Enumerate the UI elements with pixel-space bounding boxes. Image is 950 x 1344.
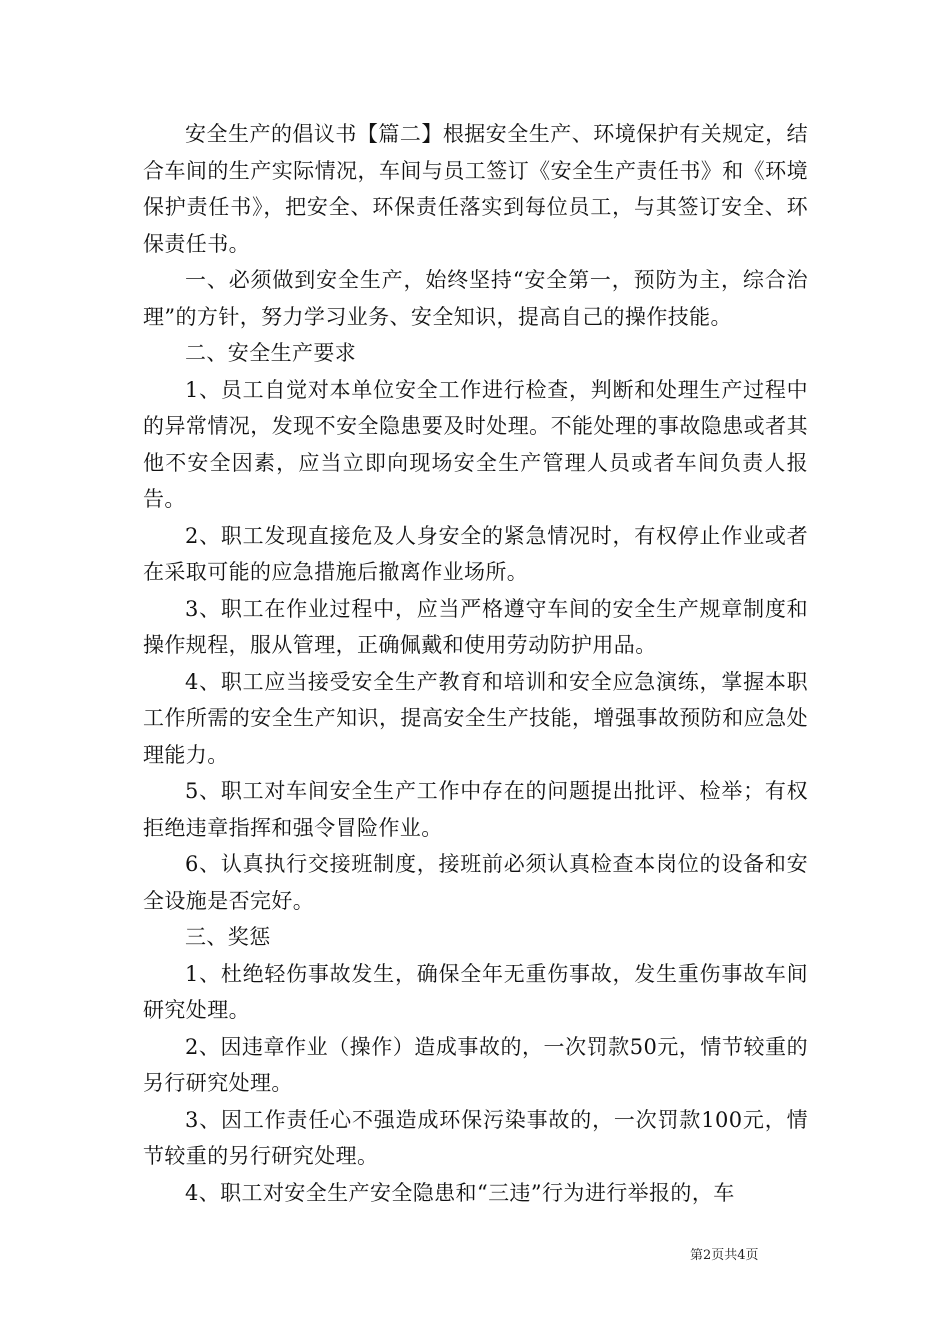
page-number-footer: 第2页共4页 (690, 1248, 759, 1263)
paragraph-section-one: 一、必须做到安全生产，始终坚持“安全第一，预防为主，综合治理”的方针，努力学习业务、安全知识，提高自己的操作技能。 (143, 268, 808, 329)
paragraph-item-6: 6、认真执行交接班制度，接班前必须认真检查本岗位的设备和安全设施是否完好。 (143, 852, 808, 913)
paragraph-item-4: 4、职工应当接受安全生产教育和培训和安全应急演练，掌握本职工作所需的安全生产知识，提高安全生产技能，增强事故预防和应急处理能力。 (143, 669, 808, 767)
heading-section-two: 二、安全生产要求 (185, 341, 357, 365)
document-body (143, 116, 808, 1211)
paragraph-item-3: 3、职工在作业过程中，应当严格遵守车间的安全生产规章制度和操作规程，服从管理，正确佩戴和使用劳动防护用品。 (143, 596, 808, 657)
paragraph-reward-4: 4、职工对安全生产安全隐患和“三违”行为进行举报的，车 (185, 1180, 735, 1205)
paragraph-reward-1: 1、杜绝轻伤事故发生，确保全年无重伤事故，发生重伤事故车间研究处理。 (143, 961, 808, 1022)
heading-section-three: 三、奖惩 (185, 925, 271, 949)
paragraph-intro: 安全生产的倡议书【篇二】根据安全生产、环境保护有关规定，结合车间的生产实际情况，车间与员工签订《安全生产责任书》和《环境保护责任书》，把安全、环保责任落实到每位员工，与其签订安全、环保责任书。 (143, 122, 808, 256)
paragraph-reward-3: 3、因工作责任心不强造成环保污染事故的，一次罚款100元，情节较重的另行研究处理。 (143, 1107, 808, 1168)
paragraph-item-1: 1、员工自觉对本单位安全工作进行检查，判断和处理生产过程中的异常情况，发现不安全隐患要及时处理。不能处理的事故隐患或者其他不安全因素，应当立即向现场安全生产管理人员或者车间负责人报告。 (143, 377, 808, 511)
paragraph-item-2: 2、职工发现直接危及人身安全的紧急情况时，有权停止作业或者在采取可能的应急措施后撤离作业场所。 (143, 523, 808, 584)
paragraph-item-5: 5、职工对车间安全生产工作中存在的问题提出批评、检举；有权拒绝违章指挥和强令冒险作业。 (143, 779, 808, 840)
paragraph-reward-2: 2、因违章作业（操作）造成事故的，一次罚款50元，情节较重的另行研究处理。 (143, 1034, 808, 1095)
